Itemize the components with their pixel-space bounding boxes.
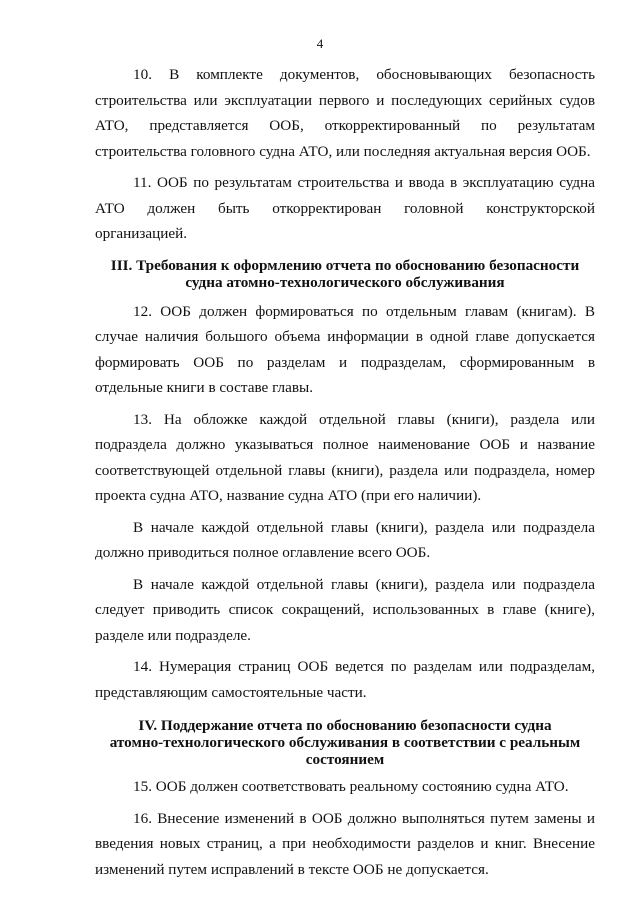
section-heading-3-line-1: III. Требования к оформлению отчета по обоснованию безопасности bbox=[110, 256, 580, 274]
paragraph-13-contents: В начале каждой отдельной главы (книги), раздела или подраздела должно приводиться полное оглавление всего ООБ. bbox=[95, 518, 595, 561]
paragraph-11: 11. ООБ по результатам строительства и ввода в эксплуатацию судна АТО должен быть откорректирован головной конструкторской организацией. bbox=[95, 174, 595, 242]
paragraph-13-abbreviations: В начале каждой отдельной главы (книги), раздела или подраздела следует приводить список сокращений, использованных в главе (книге), разделе или подразделе. bbox=[95, 575, 595, 644]
page-number: 4 bbox=[316, 36, 324, 51]
paragraph-13: 13. На обложке каждой отдельной главы (книги), раздела или подраздела должно указываться полное наименование ООБ и название соответствующей отдельной главы (книги), раздела или подраздела, номер проекта судна АТО, название судна АТО (при его наличии). bbox=[95, 410, 595, 504]
section-heading-4-line-3: состоянием bbox=[305, 751, 385, 768]
paragraph-12: 12. ООБ должен формироваться по отдельным главам (книгам). В случае наличия большого объема информации в одной главе допускается формировать ООБ по разделам и подразделам, сформированным в отдельные книги в составе главы. bbox=[95, 302, 595, 396]
section-heading-4 bbox=[95, 717, 595, 768]
section-heading-3 bbox=[95, 257, 595, 291]
paragraph-10: 10. В комплекте документов, обосновывающих безопасность строительства или эксплуатации первого и последующих серийных судов АТО, представляется ООБ, откорректированный по результатам строительства головного судна АТО, или последняя актуальная версия ООБ. bbox=[95, 66, 595, 160]
section-heading-4-line-2: атомно-технологического обслуживания в соответствии с реальным bbox=[109, 734, 581, 751]
document-body bbox=[95, 62, 595, 882]
section-heading-3-line-2: судна атомно-технологического обслуживания bbox=[185, 273, 505, 291]
paragraph-16: 16. Внесение изменений в ООБ должно выполняться путем замены и введения новых страниц, а при необходимости разделов и книг. Внесение изменений путем исправлений в тексте ООБ не допускается. bbox=[95, 809, 595, 878]
paragraph-14: 14. Нумерация страниц ООБ ведется по разделам или подразделам, представляющим самостоятельные части. bbox=[95, 658, 595, 701]
section-heading-4-line-1: IV. Поддержание отчета по обоснованию безопасности судна bbox=[138, 717, 552, 734]
paragraph-15: 15. ООБ должен соответствовать реальному состоянию судна АТО. bbox=[133, 778, 569, 795]
